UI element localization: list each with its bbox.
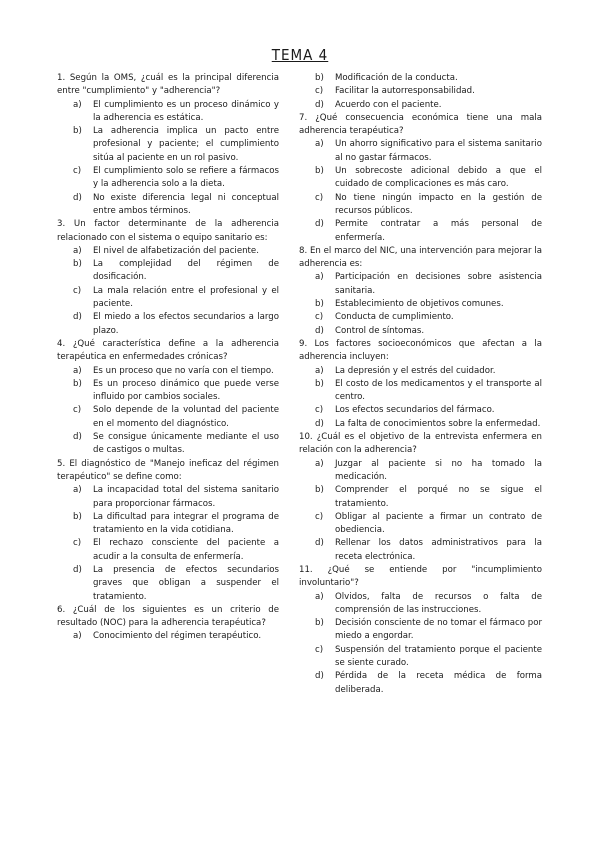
option-letter: b): [315, 299, 324, 310]
option-letter: b): [73, 259, 82, 270]
question-block: [299, 338, 542, 431]
option-letter: d): [315, 538, 324, 549]
option-text: El rechazo consciente del paciente a acudir a la consulta de enfermería.: [93, 538, 279, 562]
option-text: La adherencia implica un pacto entre profesional y paciente; el cumplimiento sitúa al paciente en un rol pasivo.: [93, 126, 279, 163]
option-text: Conocimiento del régimen terapéutico.: [93, 631, 262, 642]
answer-options: [299, 271, 542, 337]
question-block: [57, 338, 279, 458]
answer-option: [57, 99, 279, 126]
option-text: Los efectos secundarios del fármaco.: [335, 405, 495, 416]
option-letter: b): [315, 618, 324, 629]
question-6-options-continued: [299, 72, 542, 112]
question-block: [299, 245, 542, 338]
answer-option: [57, 564, 279, 604]
question-block: [57, 72, 279, 218]
option-text: Modificación de la conducta.: [335, 73, 458, 83]
left-column: [57, 72, 279, 644]
option-letter: d): [315, 219, 324, 230]
option-letter: c): [73, 405, 82, 416]
option-text: Olvidos, falta de recursos o falta de comprensión de las instrucciones.: [335, 591, 542, 615]
option-letter: c): [315, 86, 324, 97]
option-letter: b): [73, 378, 82, 389]
answer-option: [299, 404, 542, 417]
option-text: La presencia de efectos secundarios graves que obligan a suspender el tratamiento.: [93, 564, 279, 602]
option-letter: d): [73, 564, 82, 575]
answer-option: [299, 670, 542, 697]
question-text: 10. ¿Cuál es el objetivo de la entrevista enfermera en relación con la adherencia?: [299, 432, 542, 456]
option-text: La depresión y el estrés del cuidador.: [335, 365, 496, 376]
answer-option: [299, 298, 542, 311]
question-block: [299, 431, 542, 564]
answer-option: [299, 165, 542, 192]
right-column: [299, 72, 542, 697]
option-text: El cumplimiento solo se refiere a fármacos y la adherencia solo a la dieta.: [93, 166, 279, 190]
question-text: 3. Un factor determinante de la adherencia relacionado con el sistema o equipo sanitario es:: [57, 219, 279, 243]
answer-options: [57, 99, 279, 219]
option-letter: b): [315, 378, 324, 389]
question-text: 7. ¿Qué consecuencia económica tiene una mala adherencia terapéutica?: [299, 112, 542, 137]
option-text: No existe diferencia legal ni conceptual entre ambos términos.: [93, 192, 279, 216]
answer-option: [299, 72, 542, 85]
option-letter: c): [73, 166, 82, 177]
answer-option: [57, 484, 279, 511]
answer-option: [299, 644, 542, 671]
answer-option: [299, 192, 542, 219]
answer-option: [57, 511, 279, 538]
option-text: La falta de conocimientos sobre la enfermedad.: [335, 418, 541, 429]
option-text: Juzgar al paciente si no ha tomado la medicación.: [335, 458, 542, 482]
option-letter: d): [315, 99, 324, 110]
option-letter: a): [315, 591, 324, 602]
option-letter: a): [315, 139, 324, 150]
answer-option: [57, 378, 279, 405]
option-text: El nivel de alfabetización del paciente.: [93, 245, 259, 256]
answer-option: [299, 591, 542, 618]
option-letter: a): [73, 485, 82, 496]
question-block: [299, 112, 542, 245]
option-letter: a): [73, 631, 82, 642]
question-block: [299, 564, 542, 697]
option-text: La incapacidad total del sistema sanitario para proporcionar fármacos.: [93, 485, 279, 509]
answer-option: [299, 378, 542, 405]
option-letter: c): [315, 405, 324, 416]
answer-options: [299, 458, 542, 564]
option-text: Permite contratar a más personal de enfermería.: [335, 219, 542, 243]
answer-option: [57, 192, 279, 219]
question-block: [57, 218, 279, 338]
option-letter: c): [315, 192, 324, 203]
option-letter: a): [315, 365, 324, 376]
answer-option: [57, 537, 279, 564]
answer-options: [299, 138, 542, 244]
question-block: [57, 604, 279, 644]
answer-option: [299, 311, 542, 324]
answer-option: [299, 365, 542, 378]
option-letter: d): [73, 432, 82, 443]
answer-option: [299, 138, 542, 165]
option-text: Control de síntomas.: [335, 325, 425, 336]
option-letter: a): [315, 458, 324, 469]
option-text: Facilitar la autorresponsabilidad.: [335, 86, 475, 97]
answer-option: [299, 99, 542, 112]
option-text: El miedo a los efectos secundarios a largo plazo.: [93, 312, 279, 336]
answer-option: [299, 418, 542, 431]
option-letter: a): [73, 245, 82, 256]
answer-option: [299, 271, 542, 298]
answer-option: [57, 404, 279, 431]
option-letter: b): [315, 485, 324, 496]
answer-option: [57, 245, 279, 258]
question-text: 6. ¿Cuál de los siguientes es un criterio de resultado (NOC) para la adherencia terapéutica?: [57, 604, 279, 629]
option-letter: d): [315, 671, 324, 682]
answer-option: [299, 617, 542, 644]
option-text: Un sobrecoste adicional debido a que el cuidado de complicaciones es más caro.: [335, 166, 542, 190]
option-letter: c): [315, 644, 324, 655]
option-letter: b): [73, 511, 82, 522]
answer-options: [57, 630, 279, 643]
answer-options: [57, 484, 279, 604]
question-text: 11. ¿Qué se entiende por "incumplimiento involuntario"?: [299, 564, 542, 589]
option-text: La dificultad para integrar el programa de tratamiento en la vida cotidiana.: [93, 511, 279, 536]
answer-option: [299, 511, 542, 538]
option-letter: a): [73, 99, 82, 110]
option-letter: d): [73, 312, 82, 323]
option-text: Obligar al paciente a firmar un contrato de obediencia.: [335, 511, 542, 536]
option-text: Un ahorro significativo para el sistema sanitario al no gastar fármacos.: [335, 139, 542, 163]
option-text: Decisión consciente de no tomar el fármaco por miedo a engordar.: [335, 618, 542, 642]
option-text: Comprender el porqué no se sigue el tratamiento.: [335, 485, 542, 509]
answer-option: [57, 165, 279, 192]
answer-option: [299, 458, 542, 485]
answer-option: [299, 218, 542, 245]
answer-option: [57, 125, 279, 165]
option-text: Se consigue únicamente mediante el uso de castigos o multas.: [93, 432, 279, 456]
answer-options: [57, 245, 279, 338]
option-text: El costo de los medicamentos y el transporte al centro.: [335, 378, 542, 403]
option-text: Establecimiento de objetivos comunes.: [335, 299, 504, 310]
question-text: 5. El diagnóstico de "Manejo ineficaz del régimen terapéutico" se define como:: [57, 458, 279, 482]
option-letter: c): [315, 511, 324, 522]
option-text: Solo depende de la voluntad del paciente en el momento del diagnóstico.: [93, 405, 279, 429]
option-text: Es un proceso que no varía con el tiempo.: [93, 365, 274, 376]
option-letter: a): [73, 365, 82, 376]
answer-options: [299, 365, 542, 431]
answer-option: [57, 258, 279, 285]
question-text: 9. Los factores socioeconómicos que afectan a la adherencia incluyen:: [299, 338, 542, 363]
option-text: La complejidad del régimen de dosificación.: [93, 259, 279, 283]
answer-option: [57, 431, 279, 458]
option-text: Pérdida de la receta médica de forma deliberada.: [335, 671, 542, 695]
option-letter: c): [73, 285, 82, 296]
option-letter: c): [73, 538, 82, 549]
question-block: [57, 458, 279, 604]
answer-options: [299, 591, 542, 697]
option-text: Suspensión del tratamiento porque el paciente se siente curado.: [335, 644, 542, 669]
answer-options: [57, 365, 279, 458]
option-letter: d): [315, 418, 324, 429]
question-text: 1. Según la OMS, ¿cuál es la principal diferencia entre "cumplimiento" y "adherencia"?: [57, 73, 279, 97]
answer-option: [57, 365, 279, 378]
option-text: Es un proceso dinámico que puede verse influido por cambios sociales.: [93, 378, 279, 403]
option-letter: d): [73, 192, 82, 203]
option-letter: b): [315, 73, 324, 83]
option-letter: b): [315, 166, 324, 177]
question-6-continued: [299, 72, 542, 112]
question-text: 8. En el marco del NIC, una intervención para mejorar la adherencia es:: [299, 245, 542, 270]
answer-option: [299, 484, 542, 511]
answer-option: [299, 325, 542, 338]
option-text: Rellenar los datos administrativos para la receta electrónica.: [335, 538, 542, 562]
question-text: 4. ¿Qué característica define a la adherencia terapéutica en enfermedades crónicas?: [57, 338, 279, 363]
answer-option: [299, 537, 542, 564]
option-text: Participación en decisiones sobre asistencia sanitaria.: [335, 272, 542, 296]
option-letter: b): [73, 126, 82, 137]
answer-option: [299, 85, 542, 98]
answer-option: [57, 630, 279, 643]
option-letter: c): [315, 312, 324, 323]
answer-option: [57, 311, 279, 338]
option-letter: a): [315, 272, 324, 283]
option-letter: d): [315, 325, 324, 336]
option-text: No tiene ningún impacto en la gestión de recursos públicos.: [335, 192, 542, 216]
page-title: TEMA 4: [271, 46, 329, 64]
option-text: El cumplimiento es un proceso dinámico y la adherencia es estática.: [93, 99, 279, 123]
option-text: La mala relación entre el profesional y el paciente.: [93, 285, 279, 310]
option-text: Conducta de cumplimiento.: [335, 312, 454, 323]
answer-option: [57, 285, 279, 312]
option-text: Acuerdo con el paciente.: [335, 99, 442, 110]
